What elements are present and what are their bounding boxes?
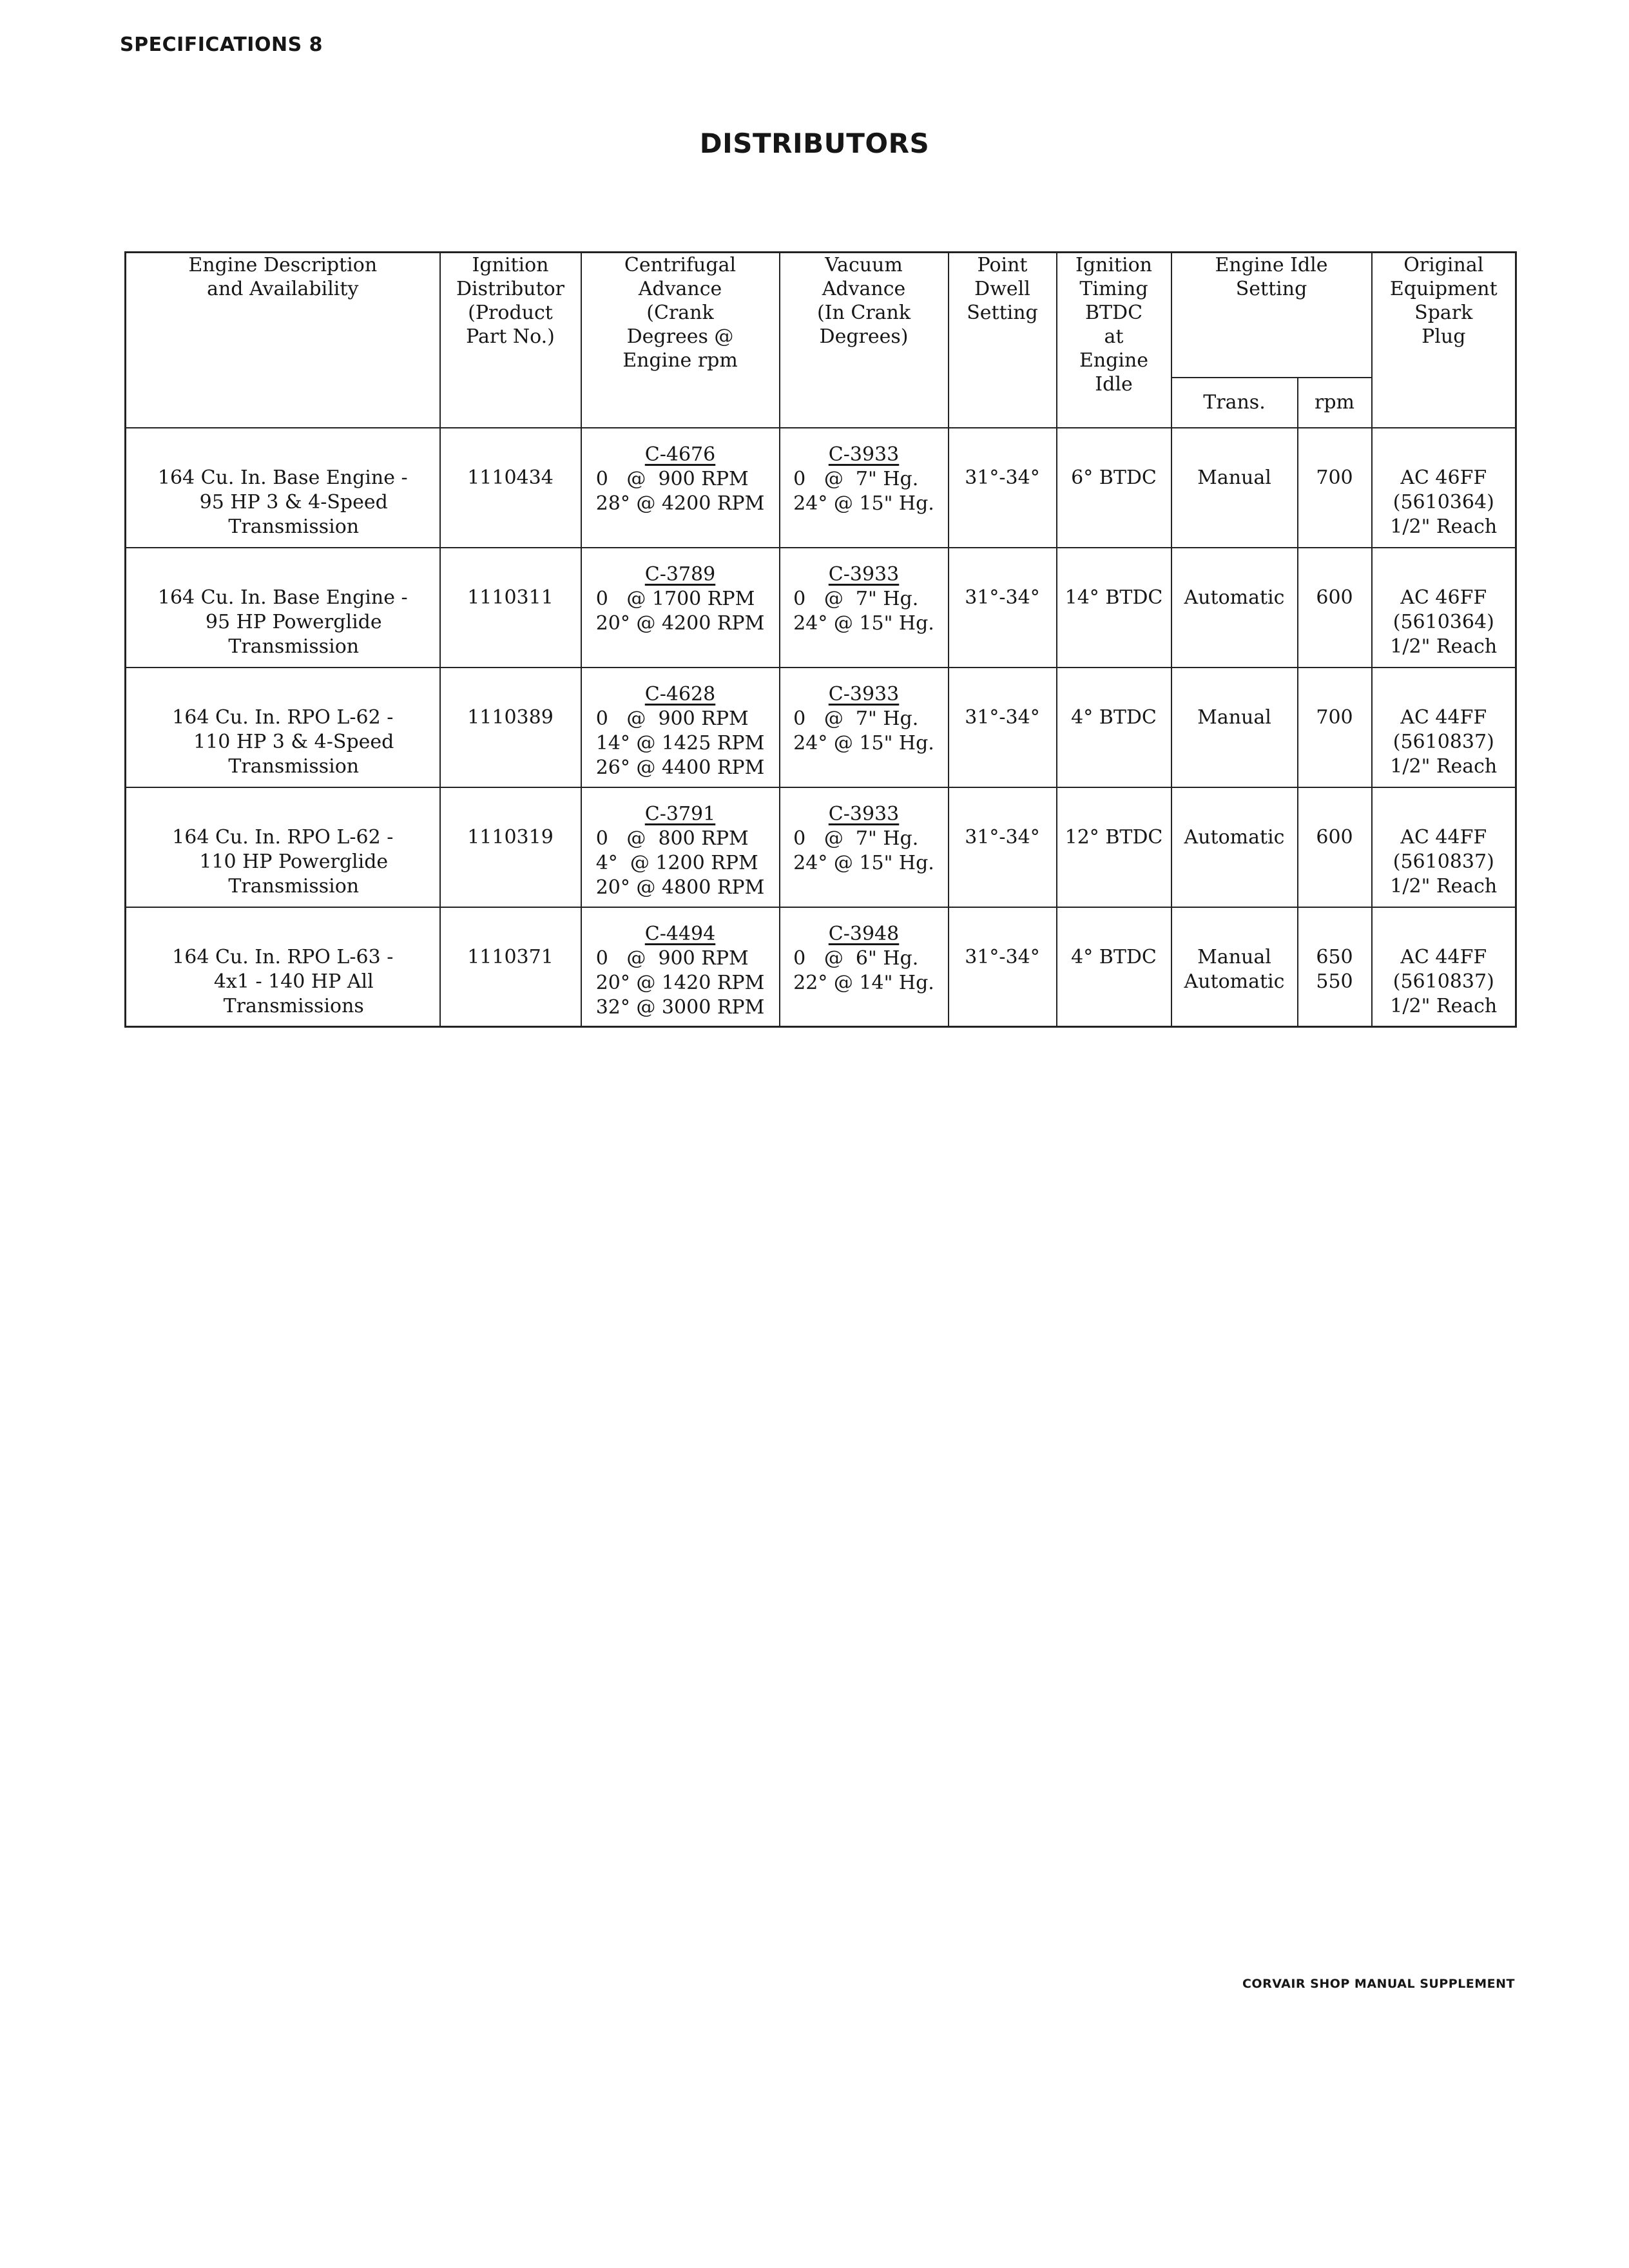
centrifugal-spec-code: C-4494 (644, 922, 716, 945)
cell-point-dwell: 31°-34° (949, 668, 1057, 787)
vacuum-block (793, 682, 934, 756)
text-line: 1/2" Reach (1390, 874, 1498, 898)
cell-idle-rpm (1298, 668, 1372, 787)
header-line: Ignition (1075, 254, 1152, 276)
header-line: BTDC (1084, 302, 1143, 324)
header-plug (1372, 253, 1516, 428)
header-distributor (440, 253, 581, 428)
header-vacuum (780, 253, 949, 428)
vacuum-block (793, 802, 934, 876)
cell-spark-plug (1372, 548, 1516, 668)
header-trans: Trans. (1171, 378, 1298, 428)
text-line: AC 46FF (1400, 466, 1487, 489)
cell-centrifugal-advance (581, 428, 780, 548)
text-line: (5610364) (1393, 490, 1494, 514)
text-line: 24° @ 15" Hg. (793, 492, 934, 515)
cell-point-dwell: 31°-34° (949, 548, 1057, 668)
text-line: 0 @ 7" Hg. (793, 467, 919, 490)
header-line: Advance (638, 278, 722, 300)
centrifugal-spec-code: C-4676 (644, 443, 716, 466)
cell-distributor-part: 1110389 (440, 668, 581, 787)
text-line: 164 Cu. In. Base Engine - (157, 466, 408, 489)
header-vacuum-text (780, 253, 948, 349)
cell-transmission (1171, 548, 1298, 668)
header-line: Degrees) (819, 325, 909, 348)
cell-vacuum-advance (780, 668, 949, 787)
vacuum-spec-code: C-3933 (828, 443, 900, 466)
text-line: 110 HP 3 & 4-Speed (193, 730, 394, 753)
header-line: Idle (1095, 373, 1133, 396)
cell-idle-rpm (1298, 548, 1372, 668)
text-line: Transmission (228, 515, 360, 538)
table-row (126, 548, 1516, 668)
header-timing (1057, 253, 1171, 428)
cell-engine-description (126, 548, 440, 668)
text-line: 26° @ 4400 RPM (595, 756, 765, 779)
header-line: Advance (822, 278, 906, 300)
text-line: Manual (1197, 945, 1271, 968)
distributors-table (124, 251, 1517, 1028)
text-line: Transmissions (223, 994, 364, 1017)
vacuum-block (793, 443, 934, 516)
text-line: 4° @ 1200 RPM (595, 851, 758, 874)
cell-distributor-part: 1110371 (440, 907, 581, 1027)
cell-ignition-timing: 4° BTDC (1057, 907, 1171, 1027)
header-plug-text (1373, 253, 1516, 349)
header-dwell-text (949, 253, 1056, 325)
cell-engine-description (126, 428, 440, 548)
table-body (126, 428, 1516, 1027)
text-line: 0 @ 900 RPM (595, 947, 749, 970)
text-line: 164 Cu. In. RPO L-62 - (172, 825, 394, 849)
cell-transmission (1171, 428, 1298, 548)
header-dwell (949, 253, 1057, 428)
header-line: Timing (1079, 278, 1148, 300)
text-line: 600 (1316, 825, 1353, 849)
text-line: 20° @ 4800 RPM (595, 876, 765, 899)
text-line: AC 44FF (1400, 945, 1487, 968)
header-line: and Availability (207, 278, 359, 300)
text-line: Transmission (228, 635, 360, 658)
text-line: 0 @ 900 RPM (595, 467, 749, 490)
text-line: Transmission (228, 754, 360, 778)
text-line: 24° @ 15" Hg. (793, 611, 934, 635)
table-row (126, 428, 1516, 548)
header-line: Plug (1422, 325, 1466, 348)
text-line: 0 @ 7" Hg. (793, 707, 919, 730)
centrifugal-block (596, 922, 765, 1020)
cell-engine-description (126, 787, 440, 907)
cell-ignition-timing: 14° BTDC (1057, 548, 1171, 668)
cell-vacuum-advance (780, 548, 949, 668)
text-line: 1/2" Reach (1390, 994, 1498, 1017)
page-title: DISTRIBUTORS (699, 128, 930, 159)
text-line: Automatic (1184, 970, 1285, 993)
text-line: AC 46FF (1400, 586, 1487, 609)
header-idle-group (1171, 253, 1372, 378)
text-line: 0 @ 800 RPM (595, 827, 749, 850)
header-line: Engine (1079, 349, 1149, 372)
table-row (126, 668, 1516, 787)
text-line: 32° @ 3000 RPM (595, 995, 765, 1019)
text-line: 95 HP Powerglide (205, 610, 382, 633)
cell-distributor-part: 1110319 (440, 787, 581, 907)
text-line: 28° @ 4200 RPM (595, 492, 765, 515)
cell-vacuum-advance (780, 907, 949, 1027)
centrifugal-block (596, 682, 765, 780)
centrifugal-spec-code: C-3789 (644, 562, 716, 586)
cell-transmission (1171, 787, 1298, 907)
text-line: (5610837) (1393, 850, 1494, 873)
centrifugal-spec-code: C-3791 (644, 802, 716, 825)
text-line: 20° @ 1420 RPM (595, 971, 765, 994)
header-line: Dwell (974, 278, 1030, 300)
centrifugal-block (596, 802, 765, 900)
cell-idle-rpm (1298, 787, 1372, 907)
text-line: 24° @ 15" Hg. (793, 731, 934, 754)
header-timing-text (1057, 253, 1171, 396)
text-line: 1/2" Reach (1390, 754, 1498, 778)
text-line: 600 (1316, 586, 1353, 609)
centrifugal-block (596, 443, 765, 516)
text-line: 0 @ 1700 RPM (595, 587, 755, 610)
header-rpm: rpm (1298, 378, 1372, 428)
table-header (126, 253, 1516, 428)
cell-ignition-timing: 12° BTDC (1057, 787, 1171, 907)
header-line: Engine Idle (1215, 254, 1328, 276)
cell-engine-description (126, 907, 440, 1027)
cell-point-dwell: 31°-34° (949, 907, 1057, 1027)
cell-ignition-timing: 6° BTDC (1057, 428, 1171, 548)
cell-distributor-part: 1110311 (440, 548, 581, 668)
page-footer: CORVAIR SHOP MANUAL SUPPLEMENT (1242, 1977, 1515, 1991)
text-line: 650 (1316, 945, 1353, 968)
cell-ignition-timing: 4° BTDC (1057, 668, 1171, 787)
header-line: Spark (1414, 302, 1473, 324)
header-distributor-text (441, 253, 581, 349)
header-centrifugal-text (582, 253, 779, 372)
cell-spark-plug (1372, 907, 1516, 1027)
header-engine-text (126, 253, 439, 301)
vacuum-spec-code: C-3933 (828, 562, 900, 586)
header-line: Original (1403, 254, 1484, 276)
centrifugal-block (596, 562, 765, 636)
vacuum-block (793, 922, 934, 995)
text-line: 95 HP 3 & 4-Speed (199, 490, 388, 514)
cell-vacuum-advance (780, 428, 949, 548)
cell-point-dwell: 31°-34° (949, 787, 1057, 907)
text-line: Automatic (1184, 825, 1285, 849)
cell-spark-plug (1372, 668, 1516, 787)
cell-distributor-part: 1110434 (440, 428, 581, 548)
text-line: AC 44FF (1400, 706, 1487, 729)
header-idle-group-text (1172, 253, 1371, 301)
cell-vacuum-advance (780, 787, 949, 907)
text-line: 700 (1316, 706, 1353, 729)
text-line: 110 HP Powerglide (199, 850, 389, 873)
text-line: (5610364) (1393, 610, 1494, 633)
text-line: 550 (1316, 970, 1353, 993)
header-line: Engine Description (188, 254, 378, 276)
cell-transmission (1171, 907, 1298, 1027)
text-line: 164 Cu. In. Base Engine - (157, 586, 408, 609)
text-line: Manual (1197, 466, 1271, 489)
page-header: SPECIFICATIONS 8 (120, 34, 323, 56)
header-line: (Crank (646, 302, 714, 324)
header-line: Ignition (472, 254, 549, 276)
vacuum-spec-code: C-3948 (828, 922, 900, 945)
header-centrifugal (581, 253, 780, 428)
header-line: Equipment (1389, 278, 1498, 300)
centrifugal-spec-code: C-4628 (644, 682, 716, 706)
table-row (126, 787, 1516, 907)
text-line: 0 @ 900 RPM (595, 707, 749, 730)
header-line: (Product (468, 302, 553, 324)
text-line: 20° @ 4200 RPM (595, 611, 765, 635)
text-line: 0 @ 6" Hg. (793, 947, 919, 970)
cell-centrifugal-advance (581, 668, 780, 787)
cell-transmission (1171, 668, 1298, 787)
header-line: Setting (967, 302, 1038, 324)
cell-point-dwell: 31°-34° (949, 428, 1057, 548)
header-line: Setting (1235, 278, 1307, 300)
text-line: 14° @ 1425 RPM (595, 731, 765, 754)
header-line: Engine rpm (622, 349, 738, 372)
cell-idle-rpm (1298, 428, 1372, 548)
vacuum-spec-code: C-3933 (828, 802, 900, 825)
text-line: 4x1 - 140 HP All (213, 970, 374, 993)
text-line: 164 Cu. In. RPO L-62 - (172, 706, 394, 729)
text-line: Automatic (1184, 586, 1285, 609)
text-line: 700 (1316, 466, 1353, 489)
header-line: Vacuum (825, 254, 903, 276)
text-line: 24° @ 15" Hg. (793, 851, 934, 874)
header-line: Distributor (456, 278, 565, 300)
text-line: 0 @ 7" Hg. (793, 827, 919, 850)
cell-centrifugal-advance (581, 907, 780, 1027)
header-line: Centrifugal (624, 254, 737, 276)
cell-spark-plug (1372, 428, 1516, 548)
table-row (126, 907, 1516, 1027)
header-line: at (1104, 325, 1124, 348)
text-line: Transmission (228, 874, 360, 898)
text-line: (5610837) (1393, 730, 1494, 753)
cell-centrifugal-advance (581, 787, 780, 907)
cell-engine-description (126, 668, 440, 787)
header-line: Degrees @ (626, 325, 734, 348)
cell-idle-rpm (1298, 907, 1372, 1027)
text-line: 0 @ 7" Hg. (793, 587, 919, 610)
text-line: 164 Cu. In. RPO L-63 - (172, 945, 394, 968)
cell-centrifugal-advance (581, 548, 780, 668)
text-line: Manual (1197, 706, 1271, 729)
vacuum-spec-code: C-3933 (828, 682, 900, 706)
text-line: AC 44FF (1400, 825, 1487, 849)
header-engine (126, 253, 440, 428)
text-line: 1/2" Reach (1390, 515, 1498, 538)
cell-spark-plug (1372, 787, 1516, 907)
header-line: Point (977, 254, 1028, 276)
text-line: 1/2" Reach (1390, 635, 1498, 658)
header-line: Part No.) (466, 325, 555, 348)
vacuum-block (793, 562, 934, 636)
header-line: (In Crank (816, 302, 911, 324)
text-line: (5610837) (1393, 970, 1494, 993)
text-line: 22° @ 14" Hg. (793, 971, 934, 994)
